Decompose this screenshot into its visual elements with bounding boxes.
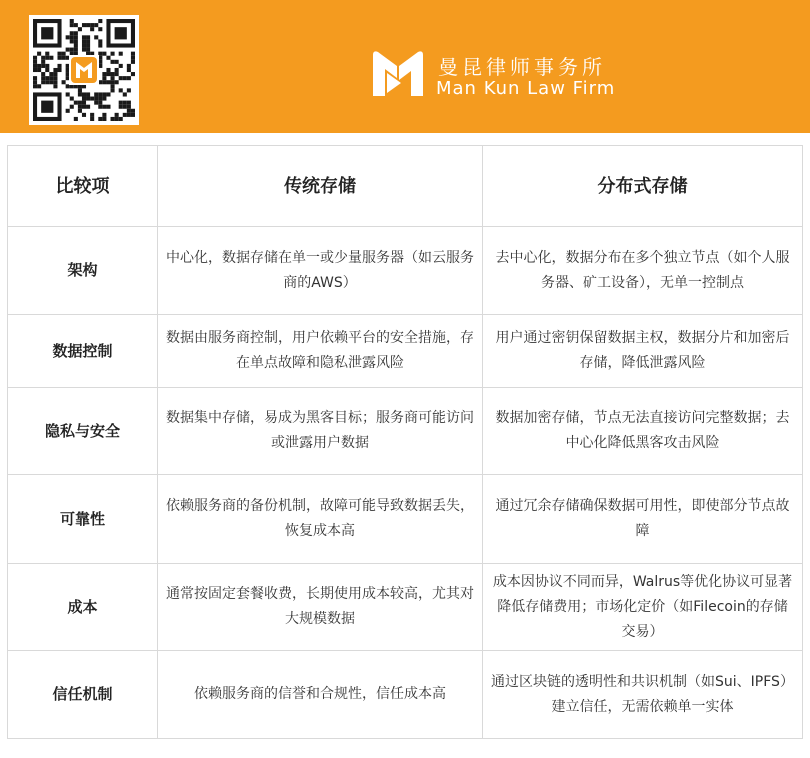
firm-name-en: Man Kun Law Firm — [436, 78, 616, 99]
table-row — [8, 564, 803, 651]
distributed-cell: 通过区块链的透明性和共识机制（如Sui、IPFS）建立信任，无需依赖单一实体 — [483, 651, 803, 739]
row-label: 数据控制 — [8, 315, 158, 388]
distributed-cell: 成本因协议不同而异，Walrus等优化协议可显著降低存储费用；市场化定价（如Filecoin的存储交易） — [483, 564, 803, 651]
table-row — [8, 475, 803, 564]
table-row — [8, 227, 803, 315]
distributed-cell: 数据加密存储，节点无法直接访问完整数据；去中心化降低黑客攻击风险 — [483, 388, 803, 475]
firm-name-cn: 曼昆律师事务所 — [438, 55, 606, 79]
row-label: 成本 — [8, 564, 158, 651]
traditional-cell: 依赖服务商的信誉和合规性，信任成本高 — [158, 651, 483, 739]
table-row — [8, 315, 803, 388]
qr-code-graphic — [29, 15, 139, 125]
header-banner — [0, 0, 810, 133]
mankun-logo-icon — [370, 49, 426, 99]
row-label: 架构 — [8, 227, 158, 315]
table-header-row — [8, 146, 803, 227]
traditional-cell: 通常按固定套餐收费，长期使用成本较高，尤其对大规模数据 — [158, 564, 483, 651]
header-item: 比较项 — [8, 146, 158, 227]
traditional-cell: 依赖服务商的备份机制，故障可能导致数据丢失，恢复成本高 — [158, 475, 483, 564]
header-traditional: 传统存储 — [158, 146, 483, 227]
table-row — [8, 388, 803, 475]
row-label: 可靠性 — [8, 475, 158, 564]
table-row — [8, 651, 803, 739]
comparison-table — [7, 145, 803, 739]
row-label: 隐私与安全 — [8, 388, 158, 475]
qr-code-icon — [29, 15, 139, 125]
distributed-cell: 通过冗余存储确保数据可用性，即使部分节点故障 — [483, 475, 803, 564]
header-distributed: 分布式存储 — [483, 146, 803, 227]
distributed-cell: 用户通过密钥保留数据主权，数据分片和加密后存储，降低泄露风险 — [483, 315, 803, 388]
traditional-cell: 中心化，数据存储在单一或少量服务器（如云服务商的AWS） — [158, 227, 483, 315]
traditional-cell: 数据集中存储，易成为黑客目标；服务商可能访问或泄露用户数据 — [158, 388, 483, 475]
distributed-cell: 去中心化，数据分布在多个独立节点（如个人服务器、矿工设备），无单一控制点 — [483, 227, 803, 315]
traditional-cell: 数据由服务商控制，用户依赖平台的安全措施，存在单点故障和隐私泄露风险 — [158, 315, 483, 388]
row-label: 信任机制 — [8, 651, 158, 739]
